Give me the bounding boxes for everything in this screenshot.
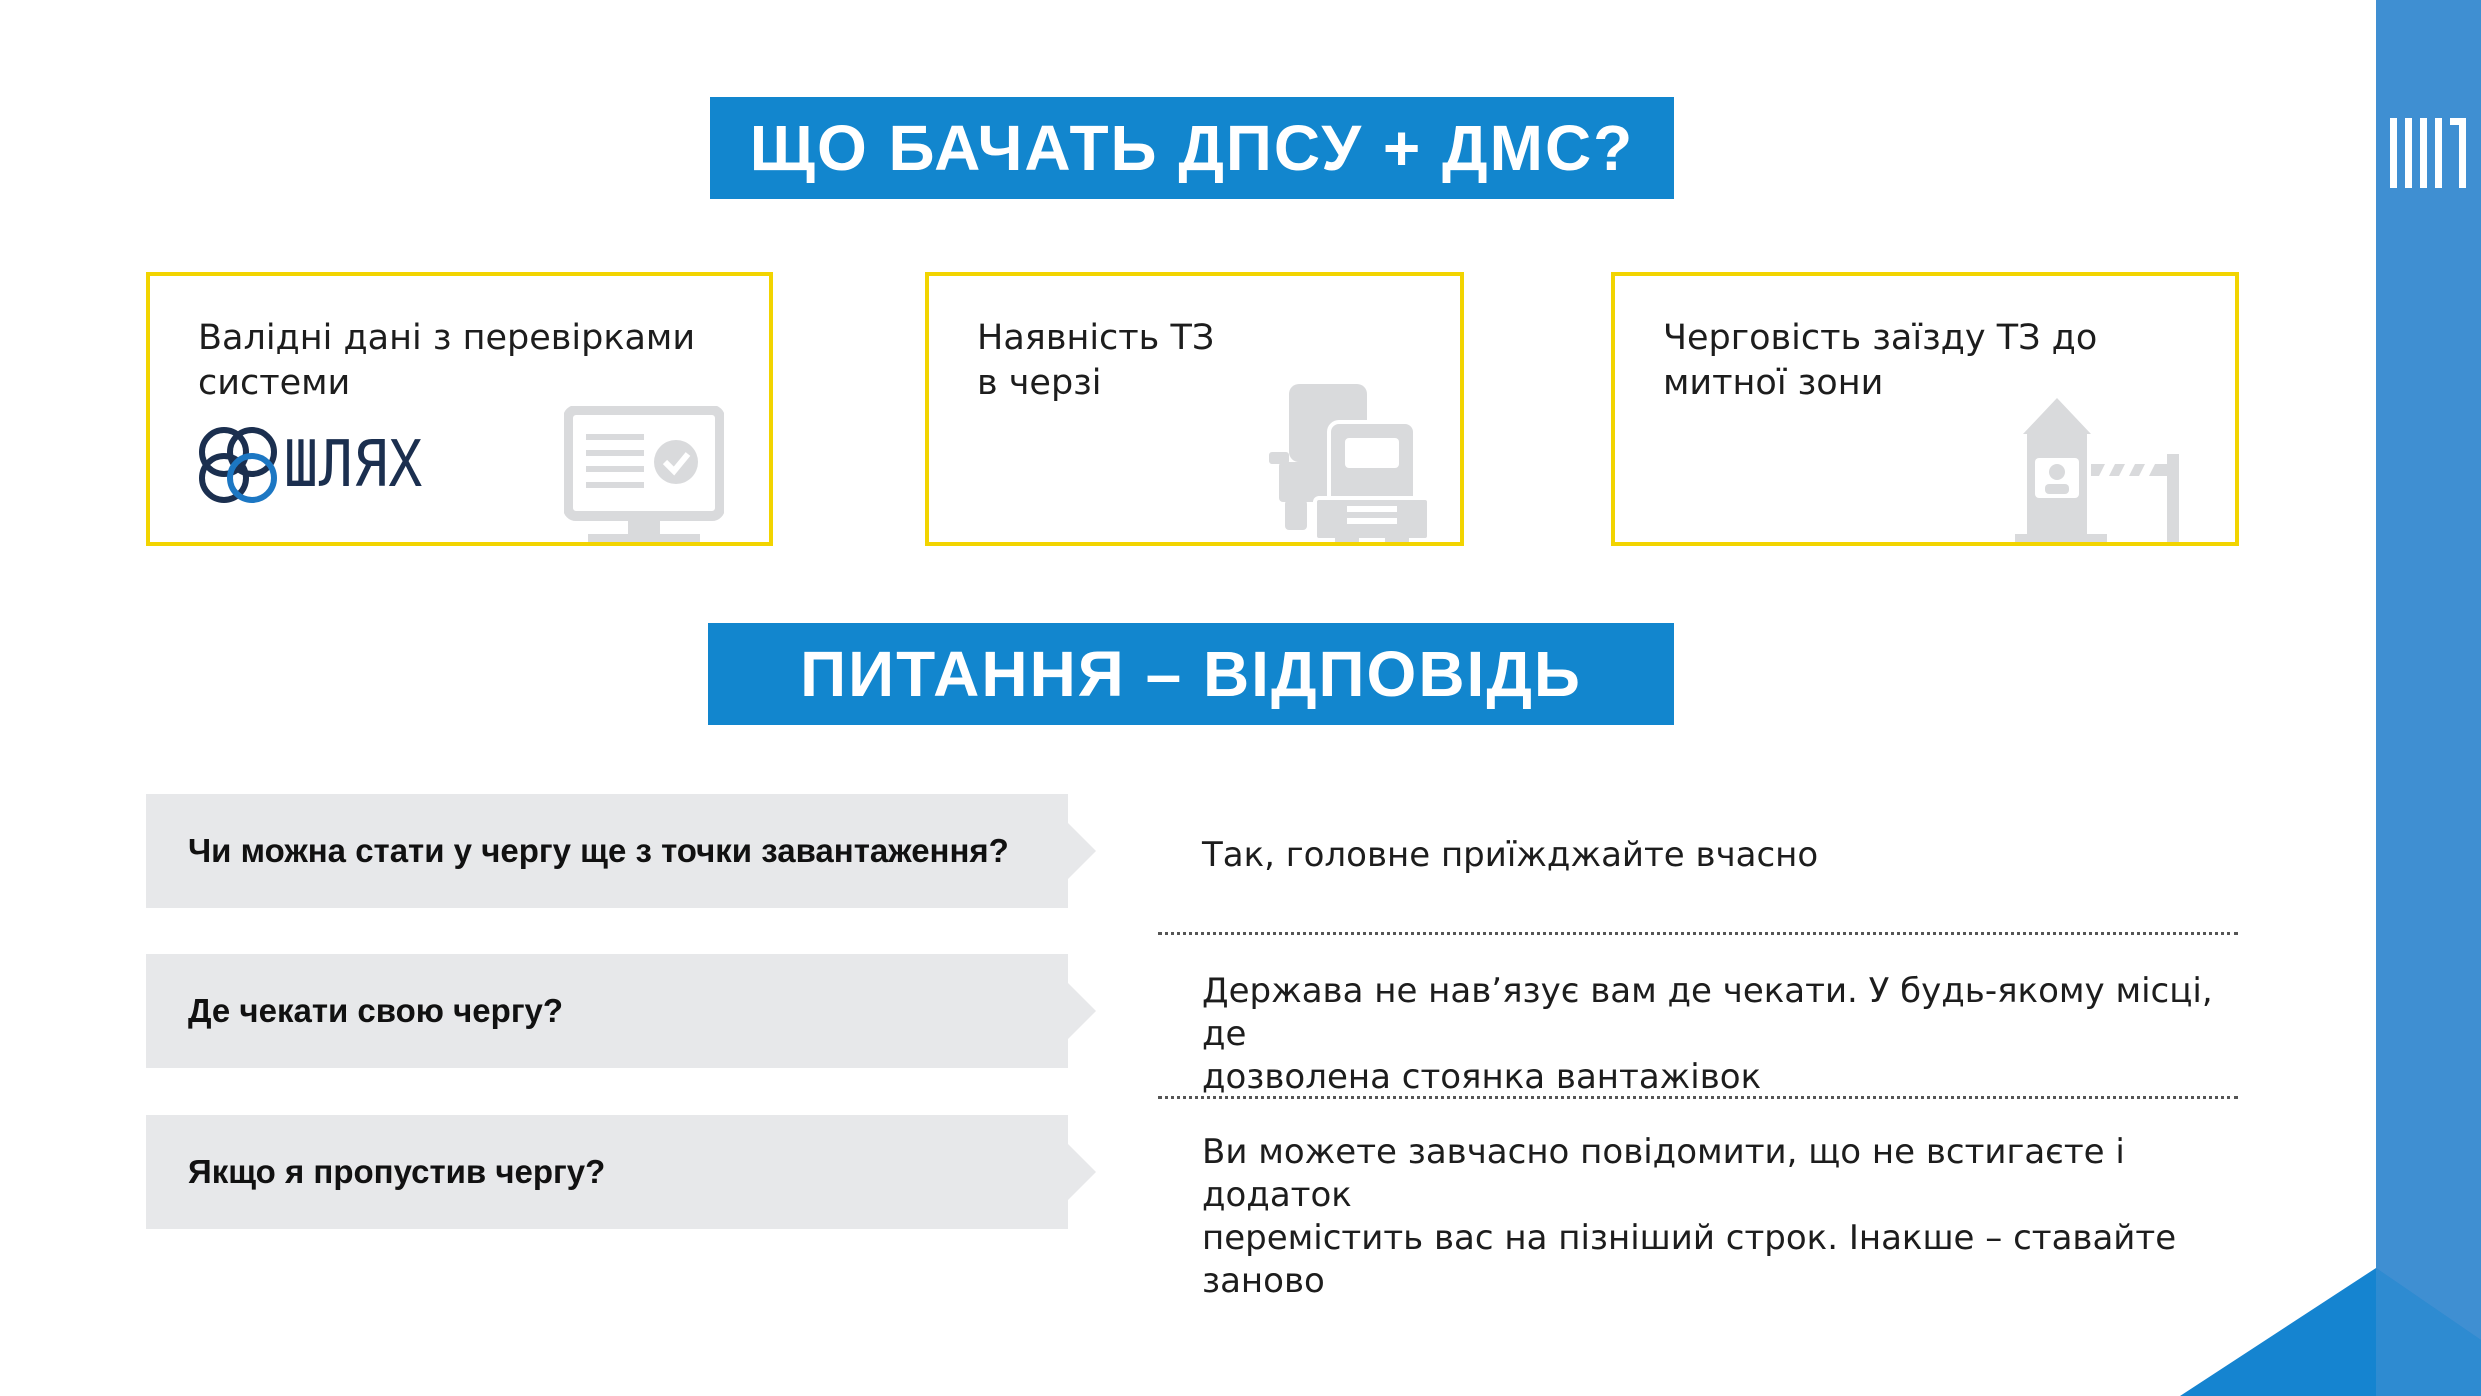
trucks-icon xyxy=(1265,382,1433,546)
question-text: Де чекати свою чергу? xyxy=(188,992,564,1029)
question-text: Якщо я пропустив чергу? xyxy=(188,1153,606,1190)
card-line: системи xyxy=(198,363,351,403)
card-line: митної зони xyxy=(1663,363,1884,403)
card-line: Наявність ТЗ xyxy=(977,318,1215,358)
info-card-entry-order xyxy=(1611,272,2239,546)
answer-text xyxy=(1202,1131,2242,1303)
question-row xyxy=(146,954,1068,1068)
border-barrier-icon xyxy=(2015,394,2199,546)
card-line: Валідні дані з перевірками xyxy=(198,318,696,358)
answer-line: Держава не нав’язує вам де чекати. У будь-якому місці, де xyxy=(1202,971,2213,1054)
divider xyxy=(1158,932,2238,935)
qa-title-banner xyxy=(708,623,1674,725)
card-line: в черзі xyxy=(977,363,1102,403)
divider xyxy=(1158,1096,2238,1099)
monitor-check-icon xyxy=(564,406,724,546)
question-row xyxy=(146,794,1068,908)
qa-title: ПИТАННЯ – ВІДПОВІДЬ xyxy=(800,638,1582,710)
answer-line: перемістить вас на пізніший строк. Інакше – ставайте заново xyxy=(1202,1218,2177,1301)
side-band xyxy=(2376,0,2481,1396)
info-card-valid-data xyxy=(146,272,773,546)
answer-text xyxy=(1202,834,2242,877)
card-text xyxy=(1663,316,2097,406)
card-text xyxy=(198,316,695,406)
answer-line: дозволена стоянка вантажівок xyxy=(1202,1057,1762,1097)
info-card-vehicle-in-queue xyxy=(925,272,1464,546)
answer-line: Так, головне приїжджайте вчасно xyxy=(1202,835,1819,875)
section-title-banner xyxy=(710,97,1674,199)
brand-logo-icon xyxy=(2390,118,2466,190)
answer-text xyxy=(1202,970,2242,1099)
shlyah-logo xyxy=(196,422,442,508)
shlyah-logo-text: ШЛЯХ xyxy=(284,428,424,502)
section-title: ЩО БАЧАТЬ ДПСУ + ДМС? xyxy=(749,112,1635,184)
shlyah-emblem-icon xyxy=(196,422,282,508)
answer-line: Ви можете завчасно повідомити, що не встигаєте і додаток xyxy=(1202,1132,2125,1215)
card-line: Черговість заїзду ТЗ до xyxy=(1663,318,2098,358)
card-text xyxy=(977,316,1214,406)
question-text: Чи можна стати у чергу ще з точки завантаження? xyxy=(188,832,1009,869)
question-row xyxy=(146,1115,1068,1229)
